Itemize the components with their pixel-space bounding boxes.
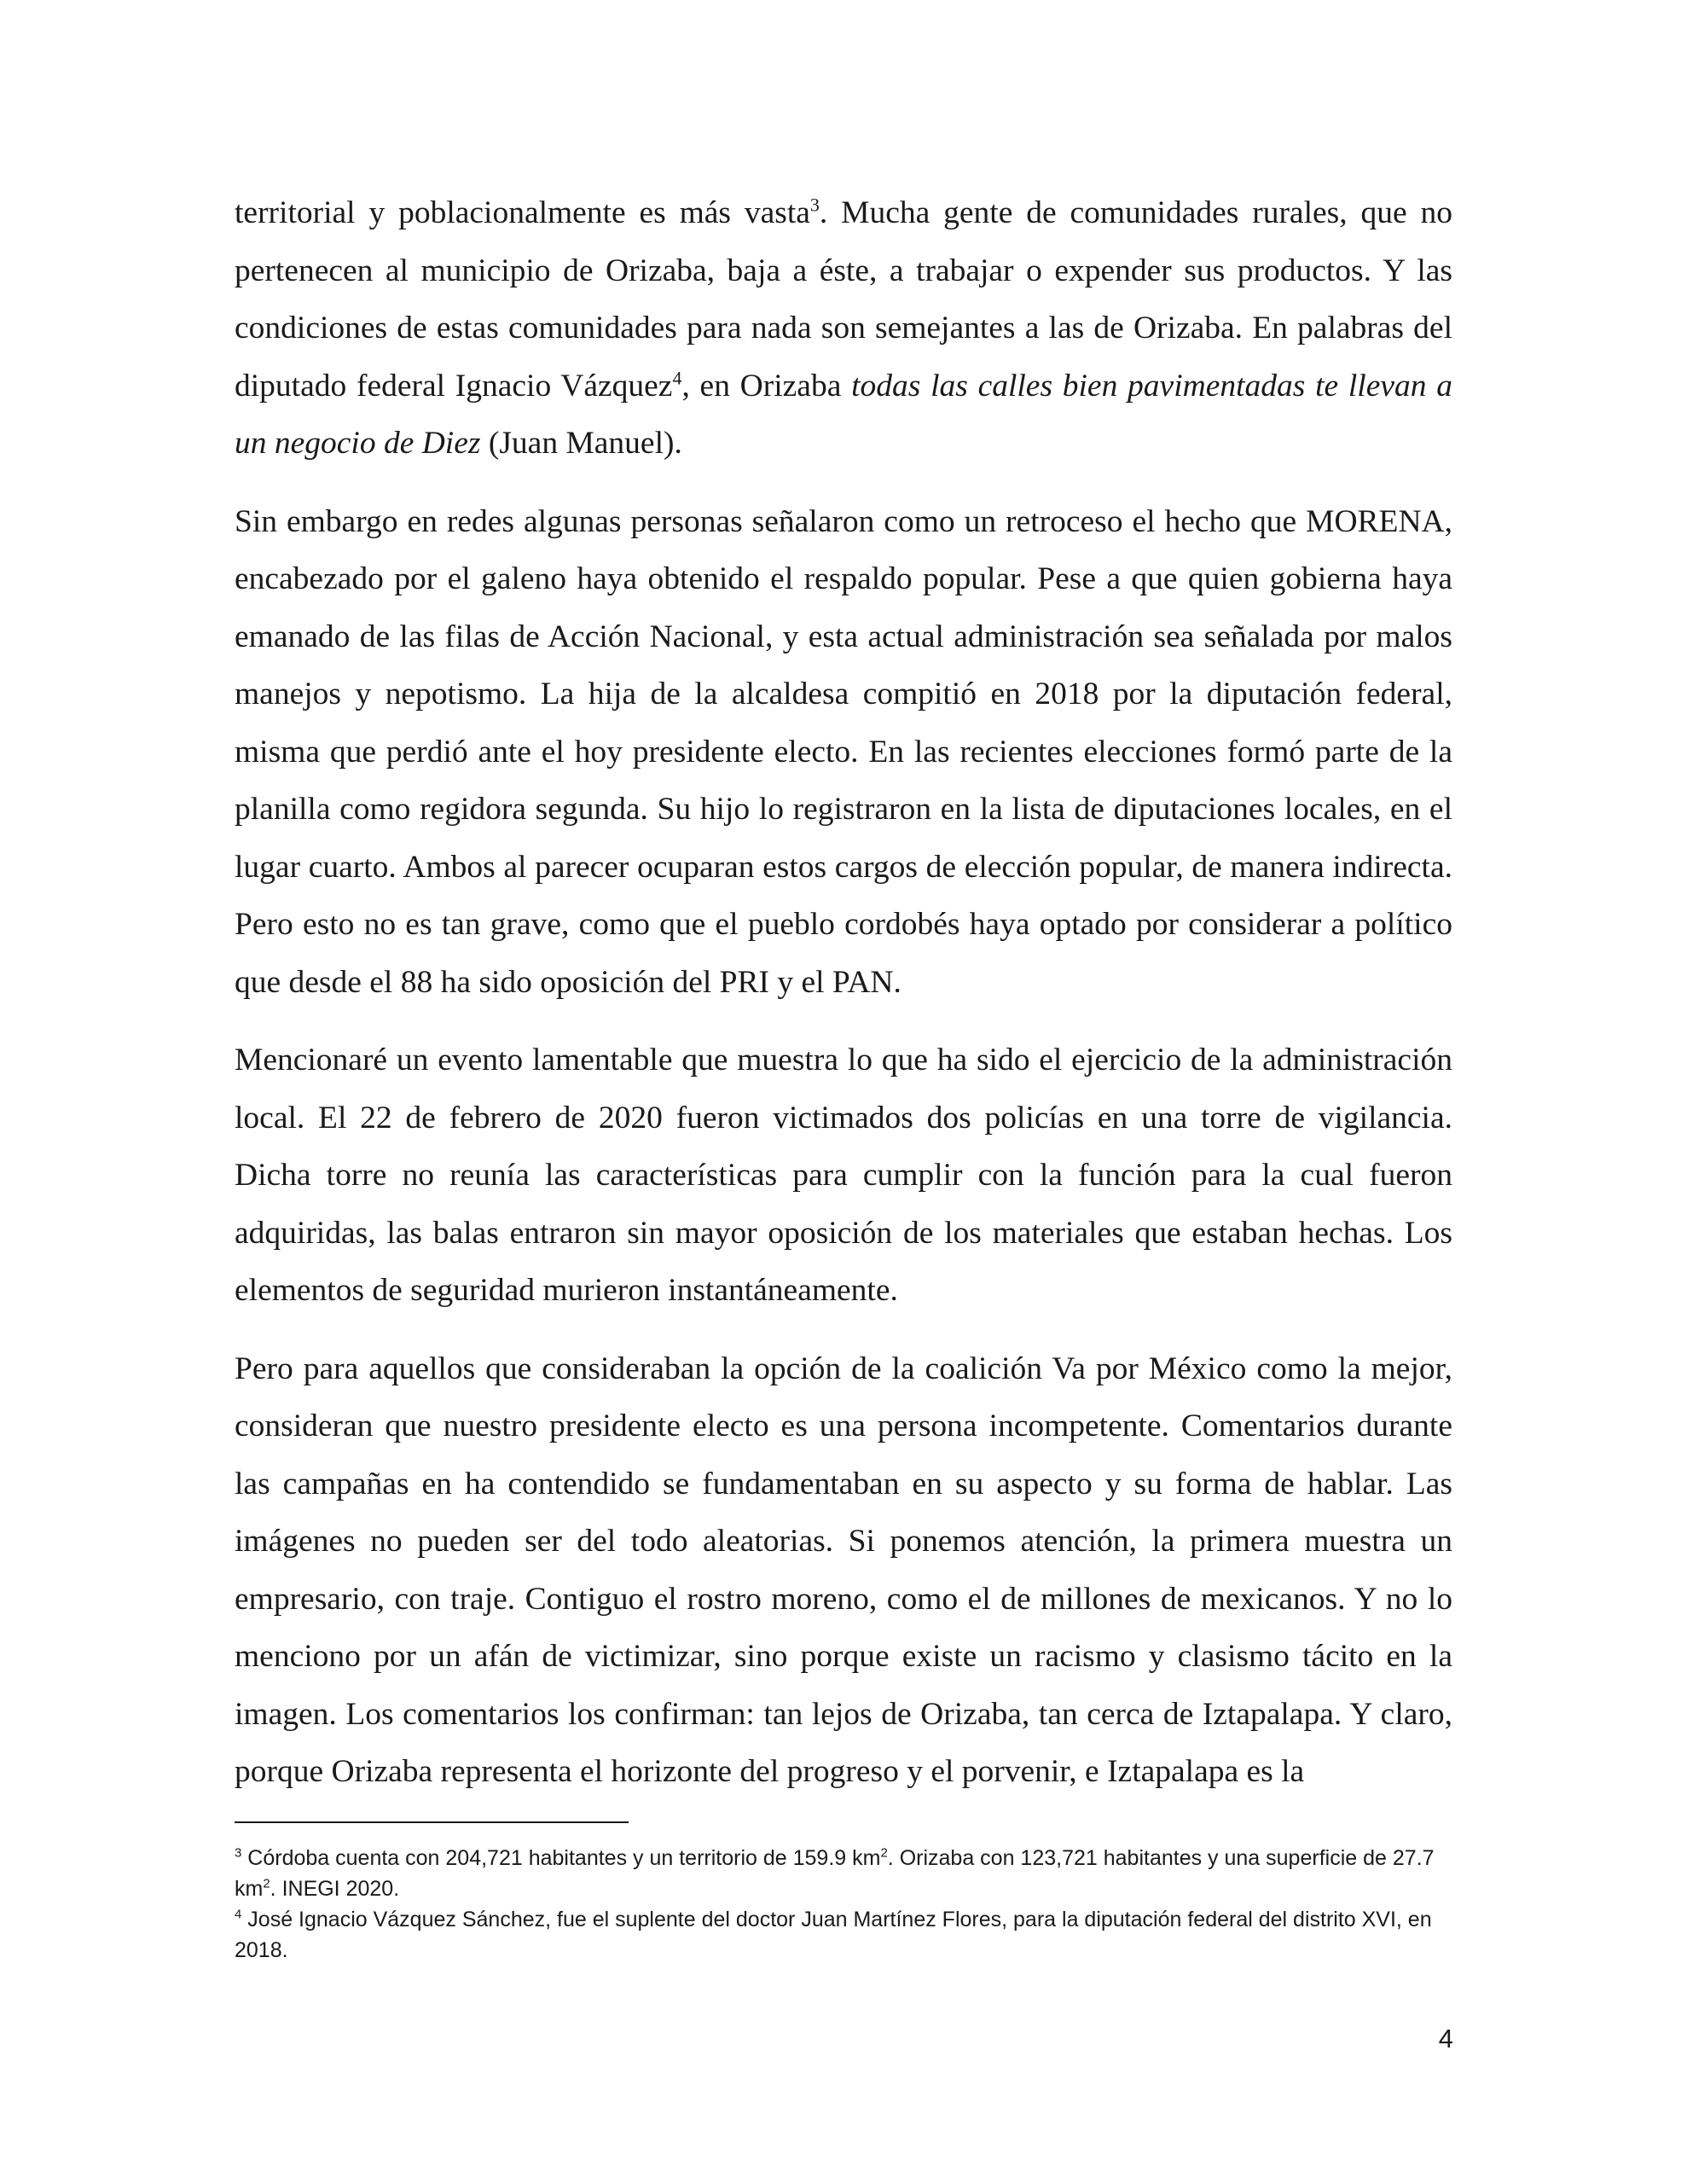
footnote-4 [235, 1904, 1454, 1966]
footnote-ref-4[interactable]: 4 [672, 367, 682, 388]
footnote-marker: 3 [235, 1845, 242, 1861]
paragraph-3: Mencionaré un evento lamentable que muestra lo que ha sido el ejercicio de la administración local. El 22 de febrero de 2020 fueron victimados dos policías en una torre de vigilancia. Dicha torre no reunía las características para cumplir con la función para la cual fueron adquiridas, las balas entraron sin mayor oposición de los materiales que estaban hechas. Los elementos de seguridad murieron instantáneamente. [235, 1043, 1452, 1308]
page-number: 4 [1438, 2024, 1453, 2053]
paragraph-4: Pero para aquellos que consideraban la opción de la coalición Va por México como la mejor, consideran que nuestro presidente electo es una persona incompetente. Comentarios durante las campañas en ha contendido se fundamentaban en su aspecto y su forma de hablar. Las imágenes no pueden ser del todo aleatorias. Si ponemos atención, la primera muestra un empresario, con traje. Contiguo el rostro moreno, como el de millones de mexicanos. Y no lo menciono por un afán de victimizar, sino porque existe un racismo y clasismo tácito en la imagen. Los comentarios los confirman: tan lejos de Orizaba, tan cerca de Iztapalapa. Y claro, porque Orizaba representa el horizonte del progreso y el porvenir, e Iztapalapa es la [235, 1350, 1452, 1789]
paragraph-text: . Mucha gente de comunidades rurales, que no pertenecen al municipio de Orizaba, baja a éste, a trabajar o expender sus productos. Y las condiciones de estas comunidades para nada son semejantes a las de Orizaba. En palabras del diputado federal Ignacio Vázquez [235, 195, 1452, 404]
paragraph-text: (Juan Manuel). [480, 426, 682, 461]
italic-quote: todas las calles bien pavimentadas te llevan a un negocio de Diez [235, 368, 1452, 461]
footnote-text: José Ignacio Vázquez Sánchez, fue el suplente del doctor Juan Martínez Flores, para la diputación federal del distrito XVI, en 2018. [235, 1908, 1432, 1962]
footnote-marker: 4 [235, 1907, 242, 1922]
footnote-text: . Orizaba con 123,721 habitantes y una superficie de 27.7 km [235, 1846, 1435, 1901]
body-text [235, 184, 1452, 1821]
footnotes [235, 1843, 1454, 1966]
footnote-text: . INEGI 2020. [270, 1877, 400, 1901]
footnote-ref-3[interactable]: 3 [809, 194, 820, 216]
footnote-separator [235, 1821, 629, 1823]
paragraph-1 [235, 184, 1452, 473]
footnote-text: Córdoba cuenta con 204,721 habitantes y un territorio de 159.9 km [241, 1846, 881, 1870]
paragraph-2: Sin embargo en redes algunas personas señalaron como un retroceso el hecho que MORENA, encabezado por el galeno haya obtenido el respaldo popular. Pese a que quien gobierna haya emanado de las filas de Acción Nacional, y esta actual administración sea señalada por malos manejos y nepotismo. La hija de la alcaldesa compitió en 2018 por la diputación federal, misma que perdió ante el hoy presidente electo. En las recientes elecciones formó parte de la planilla como regidora segunda. Su hijo lo registraron en la lista de diputaciones locales, en el lugar cuarto. Ambos al parecer ocuparan estos cargos de elección popular, de manera indirecta. Pero esto no es tan grave, como que el pueblo cordobés haya optado por considerar a político que desde el 88 ha sido oposición del PRI y el PAN. [235, 503, 1452, 1000]
paragraph-text: territorial y poblacionalmente es más vasta [235, 195, 810, 230]
paragraph-text: , en Orizaba [681, 368, 852, 404]
superscript: 2 [263, 1876, 270, 1891]
superscript: 2 [880, 1845, 888, 1861]
footnote-3 [235, 1843, 1454, 1904]
